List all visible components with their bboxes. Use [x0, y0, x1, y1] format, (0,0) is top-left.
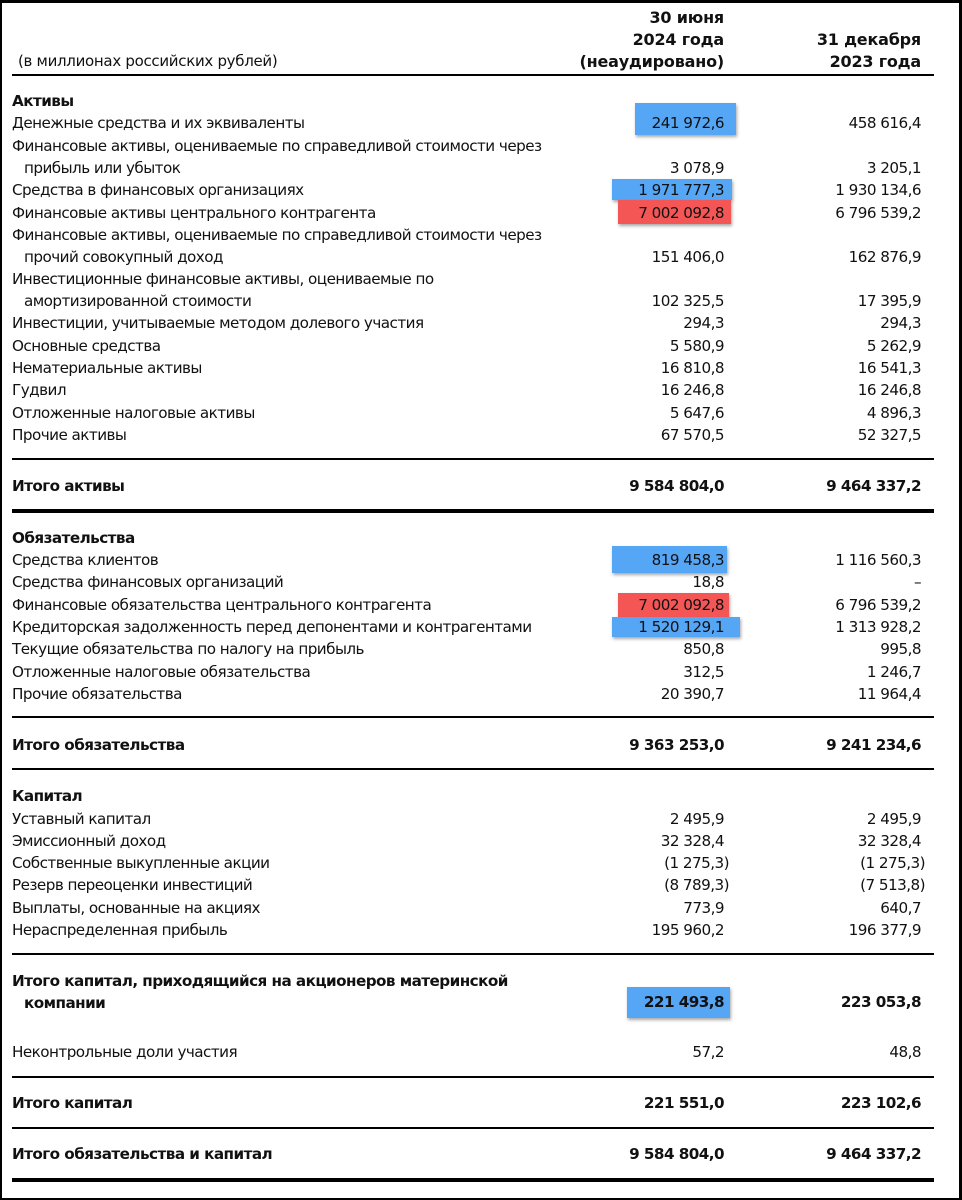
row-value-2023: 2 495,9	[866, 810, 921, 828]
row-label: Собственные выкупленные акции	[12, 854, 270, 872]
row-value-2023: 1 313 928,2	[835, 618, 921, 636]
row-value-2024: 241 972,6	[651, 114, 724, 132]
row-value-2024: 312,5	[683, 663, 724, 681]
row-value-2023: 6 796 539,2	[835, 596, 921, 614]
total-equity-2024: 221 551,0	[643, 1094, 724, 1112]
row-value-2024: 3 078,9	[669, 159, 724, 177]
row-label: Резерв переоценки инвестиций	[12, 876, 253, 894]
grand-total-2024: 9 584 804,0	[629, 1145, 724, 1163]
row-label: Средства клиентов	[12, 551, 159, 569]
nci-2024: 57,2	[692, 1043, 724, 1061]
row-label: Нематериальные активы	[12, 359, 202, 377]
row-value-2024: 7 002 092,8	[638, 596, 724, 614]
row-value-2024: 773,9	[683, 899, 724, 917]
row-label: Выплаты, основанные на акциях	[12, 899, 260, 917]
row-value-2023: 16 541,3	[857, 359, 921, 377]
row-label: Инвестиционные финансовые активы, оцениваемые по	[12, 270, 434, 288]
row-value-2023: 1 930 134,6	[835, 181, 921, 199]
row-label: Средства в финансовых организациях	[12, 181, 304, 199]
row-value-2024: (1 275,3)	[664, 854, 729, 872]
row-value-2023: –	[913, 573, 921, 591]
row-value-2023: 458 616,4	[848, 114, 921, 132]
row-value-2023: 52 327,5	[857, 426, 921, 444]
col1-header-line3: (неаудировано)	[579, 52, 724, 71]
section-title-equity: Капитал	[12, 787, 83, 805]
units-note: (в миллионах российских рублей)	[18, 52, 278, 70]
nci-2023: 48,8	[889, 1043, 921, 1061]
row-label: Гудвил	[12, 381, 66, 399]
row-value-2023: 294,3	[880, 314, 921, 332]
total-assets-2023: 9 464 337,2	[826, 477, 921, 495]
row-value-2023: (1 275,3)	[860, 854, 925, 872]
row-value-2023: 1 246,7	[866, 663, 921, 681]
row-label: Уставный капитал	[12, 810, 151, 828]
row-value-2023: 995,8	[880, 640, 921, 658]
row-label: Финансовые обязательства центрального контрагента	[12, 596, 432, 614]
section-title-assets: Активы	[12, 92, 74, 110]
row-label: Основные средства	[12, 337, 161, 355]
row-label: Отложенные налоговые обязательства	[12, 663, 311, 681]
row-value-2023: 16 246,8	[857, 381, 921, 399]
row-value-2024: 16 246,8	[660, 381, 724, 399]
row-label: Кредиторская задолженность перед депонентами и контрагентами	[12, 618, 532, 636]
col2-header-line2: 2023 года	[829, 52, 921, 71]
total-assets-2024: 9 584 804,0	[629, 477, 724, 495]
row-value-2023: 5 262,9	[866, 337, 921, 355]
total-equity-2023: 223 102,6	[840, 1094, 921, 1112]
row-value-2024: 151 406,0	[651, 248, 724, 266]
row-label: Финансовые активы, оцениваемые по справедливой стоимости через	[12, 226, 542, 244]
row-label: Прочие активы	[12, 426, 127, 444]
row-label: Денежные средства и их эквиваленты	[12, 114, 305, 132]
row-value-2024: 16 810,8	[660, 359, 724, 377]
row-value-2024: 67 570,5	[660, 426, 724, 444]
row-label: Финансовые активы центрального контрагента	[12, 204, 376, 222]
row-value-2023: 11 964,4	[857, 685, 921, 703]
row-value-2024: 294,3	[683, 314, 724, 332]
row-value-2023: 6 796 539,2	[835, 204, 921, 222]
row-value-2024: 5 647,6	[669, 404, 724, 422]
row-value-2023: 1 116 560,3	[835, 551, 921, 569]
row-value-2023: 162 876,9	[848, 248, 921, 266]
row-value-2024: 32 328,4	[660, 832, 724, 850]
row-value-2023: 32 328,4	[857, 832, 921, 850]
row-value-2024: 850,8	[683, 640, 724, 658]
row-value-2023: 3 205,1	[866, 159, 921, 177]
nci-label: Неконтрольные доли участия	[12, 1043, 238, 1061]
parent-equity-2024: 221 493,8	[643, 993, 724, 1011]
row-value-2024: (8 789,3)	[664, 876, 729, 894]
col1-header-line1: 30 июня	[649, 8, 724, 27]
row-value-2024: 1 971 777,3	[638, 181, 724, 199]
total-liabilities-label: Итого обязательства	[12, 736, 185, 754]
col1-header-line2: 2024 года	[632, 30, 724, 49]
parent-equity-label-cont: компании	[24, 994, 106, 1012]
row-label-cont: амортизированной стоимости	[24, 292, 252, 310]
row-value-2024: 1 520 129,1	[638, 618, 724, 636]
row-label: Нераспределенная прибыль	[12, 921, 228, 939]
row-label-cont: прибыль или убыток	[24, 159, 181, 177]
row-label-cont: прочий совокупный доход	[24, 248, 223, 266]
row-label: Инвестиции, учитываемые методом долевого участия	[12, 314, 424, 332]
row-value-2024: 819 458,3	[651, 551, 724, 569]
row-value-2023: 4 896,3	[866, 404, 921, 422]
grand-total-label: Итого обязательства и капитал	[12, 1145, 273, 1163]
row-value-2024: 7 002 092,8	[638, 204, 724, 222]
row-label: Текущие обязательства по налогу на прибыль	[12, 640, 364, 658]
col2-header-line1: 31 декабря	[816, 30, 921, 49]
row-label: Эмиссионный доход	[12, 832, 166, 850]
row-label: Финансовые активы, оцениваемые по справедливой стоимости через	[12, 137, 542, 155]
row-value-2024: 5 580,9	[669, 337, 724, 355]
total-assets-label: Итого активы	[12, 477, 125, 495]
parent-equity-2023: 223 053,8	[840, 993, 921, 1011]
total-equity-label: Итого капитал	[12, 1094, 133, 1112]
row-value-2023: 640,7	[880, 899, 921, 917]
grand-total-2023: 9 464 337,2	[826, 1145, 921, 1163]
section-title-liabilities: Обязательства	[12, 529, 135, 547]
total-liabilities-2024: 9 363 253,0	[629, 736, 724, 754]
parent-equity-label: Итого капитал, приходящийся на акционеров материнской	[12, 972, 508, 990]
row-value-2024: 2 495,9	[669, 810, 724, 828]
row-label: Отложенные налоговые активы	[12, 404, 255, 422]
row-value-2024: 18,8	[692, 573, 724, 591]
row-value-2024: 20 390,7	[660, 685, 724, 703]
row-value-2024: 102 325,5	[651, 292, 724, 310]
total-liabilities-2023: 9 241 234,6	[826, 736, 921, 754]
row-value-2023: 196 377,9	[848, 921, 921, 939]
row-label: Средства финансовых организаций	[12, 573, 284, 591]
row-value-2024: 195 960,2	[651, 921, 724, 939]
row-value-2023: (7 513,8)	[860, 876, 925, 894]
row-value-2023: 17 395,9	[857, 292, 921, 310]
row-label: Прочие обязательства	[12, 685, 182, 703]
